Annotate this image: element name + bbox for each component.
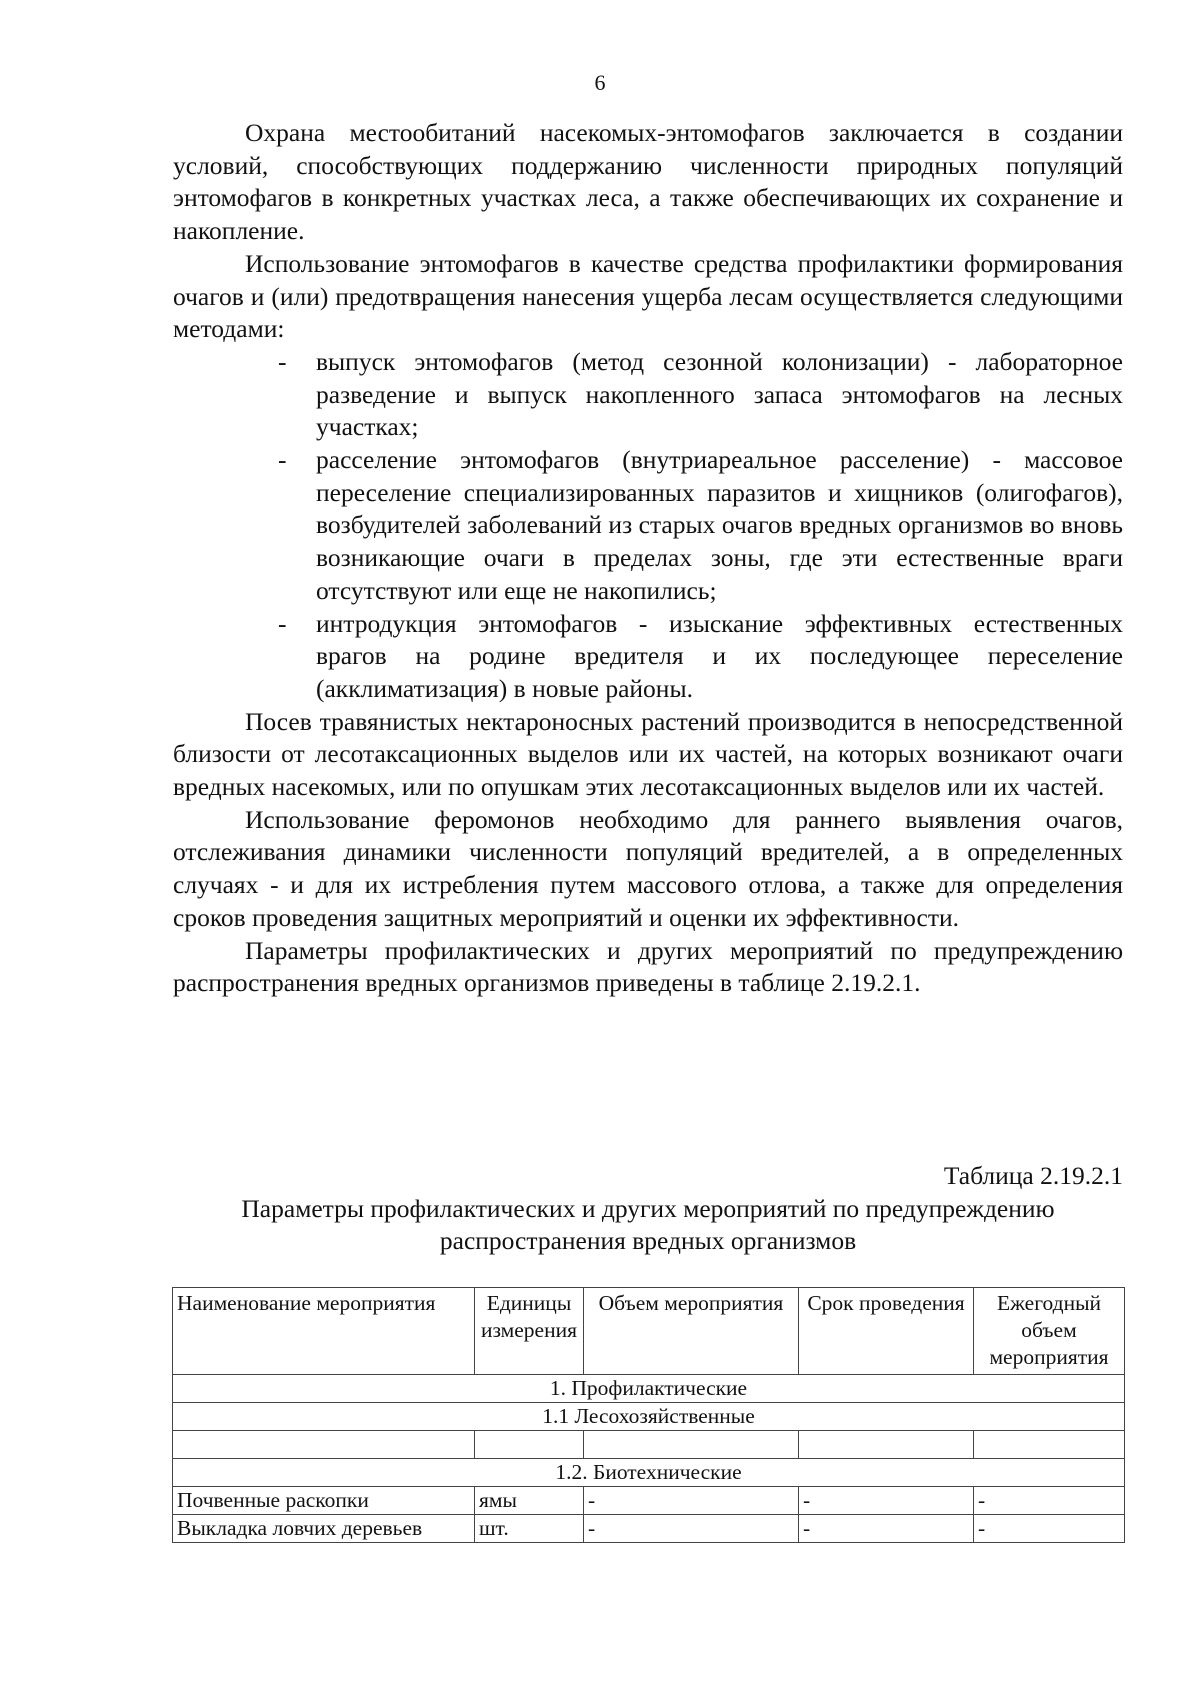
methods-list <box>173 346 1123 706</box>
table-cell: - <box>974 1487 1125 1515</box>
paragraph-table-reference: Параметры профилактических и других мероприятий по предупреждению распространения вредных организмов приведены в таблице 2.19.2.1. <box>173 935 1123 998</box>
method-release: выпуск энтомофагов (метод сезонной колонизации) - лабораторное разведение и выпуск накопленного запаса энтомофагов на лесных участках; <box>316 346 1123 442</box>
list-dash: - <box>278 445 287 475</box>
list-dash: - <box>278 346 287 376</box>
table-header-row <box>173 1288 1125 1375</box>
table-cell <box>799 1431 974 1459</box>
table-cell: Почвенные раскопки <box>173 1487 475 1515</box>
page-number: 6 <box>594 70 606 95</box>
table-title-line: распространения вредных организмов <box>439 1226 857 1255</box>
table-cell <box>584 1431 799 1459</box>
table-row <box>173 1515 1125 1543</box>
table-cell: Выкладка ловчих деревьев <box>173 1515 475 1543</box>
table-row <box>173 1431 1125 1459</box>
body-text <box>173 117 1123 1000</box>
section-preventive: 1. Профилактические <box>173 1375 1125 1403</box>
header-term: Срок проведения <box>799 1288 974 1375</box>
method-introduction: интродукция энтомофагов - изыскание эффективных естественных врагов на родине вредителя и их последующее переселение (акклиматизация) в новые районы. <box>316 608 1123 703</box>
table-cell: ямы <box>475 1487 584 1515</box>
table-row <box>173 1375 1125 1403</box>
measures-table <box>172 1287 1125 1543</box>
table-cell <box>475 1431 584 1459</box>
subsection-forestry: 1.1 Лесохозяйственные <box>173 1403 1125 1431</box>
table-row <box>173 1487 1125 1515</box>
table-number: Таблица 2.19.2.1 <box>943 1161 1123 1190</box>
table-row <box>173 1459 1125 1487</box>
list-item <box>278 608 1123 706</box>
list-dash: - <box>278 608 287 638</box>
table-cell <box>974 1431 1125 1459</box>
method-resettlement: расселение энтомофагов (внутриареальное расселение) - массовое переселение специализированных паразитов и хищников (олигофагов), возбудителей заболеваний из старых очагов вредных организмов во вновь возникающие очаги в пределах зоны, где эти естественные враги отсутствуют или еще не накопились; <box>316 445 1123 605</box>
table-cell: - <box>974 1515 1125 1543</box>
header-measure-name: Наименование мероприятия <box>173 1288 475 1375</box>
list-item <box>278 346 1123 444</box>
subsection-biotechnical: 1.2. Биотехнические <box>173 1459 1125 1487</box>
table-cell: - <box>584 1515 799 1543</box>
table-cell: - <box>799 1515 974 1543</box>
table-cell <box>173 1431 475 1459</box>
table-cell: - <box>584 1487 799 1515</box>
header-units: Единицы измерения <box>475 1288 584 1375</box>
paragraph-pheromones: Использование феромонов необходимо для раннего выявления очагов, отслеживания динамики численности популяций вредителей, а в определенных случаях - и для их истребления путем массового отлова, а также для определения сроков проведения защитных мероприятий и оценки их эффективности. <box>173 804 1123 932</box>
header-annual-volume: Ежегодный объем мероприятия <box>974 1288 1125 1375</box>
list-item <box>278 444 1123 608</box>
table-cell: - <box>799 1487 974 1515</box>
paragraph-nectar-plants: Посев травянистых нектароносных растений производится в непосредственной близости от лесотаксационных выделов или их частей, на которых возникают очаги вредных насекомых, или по опушкам этих лесотаксационных выделов или их частей. <box>173 706 1123 802</box>
table-title <box>173 1193 1123 1257</box>
table-cell: шт. <box>475 1515 584 1543</box>
table-title-line: Параметры профилактических и других мероприятий по предупреждению <box>241 1194 1055 1223</box>
paragraph-entomophage-usage: Использование энтомофагов в качестве средства профилактики формирования очагов и (или) предотвращения нанесения ущерба лесам осуществляется следующими методами: <box>173 248 1123 344</box>
paragraph-entomophage-habitat: Охрана местообитаний насекомых-энтомофагов заключается в создании условий, способствующих поддержанию численности природных популяций энтомофагов в конкретных участках леса, а также обеспечивающих их сохранение и накопление. <box>173 118 1123 246</box>
table-row <box>173 1403 1125 1431</box>
header-volume: Объем мероприятия <box>584 1288 799 1375</box>
